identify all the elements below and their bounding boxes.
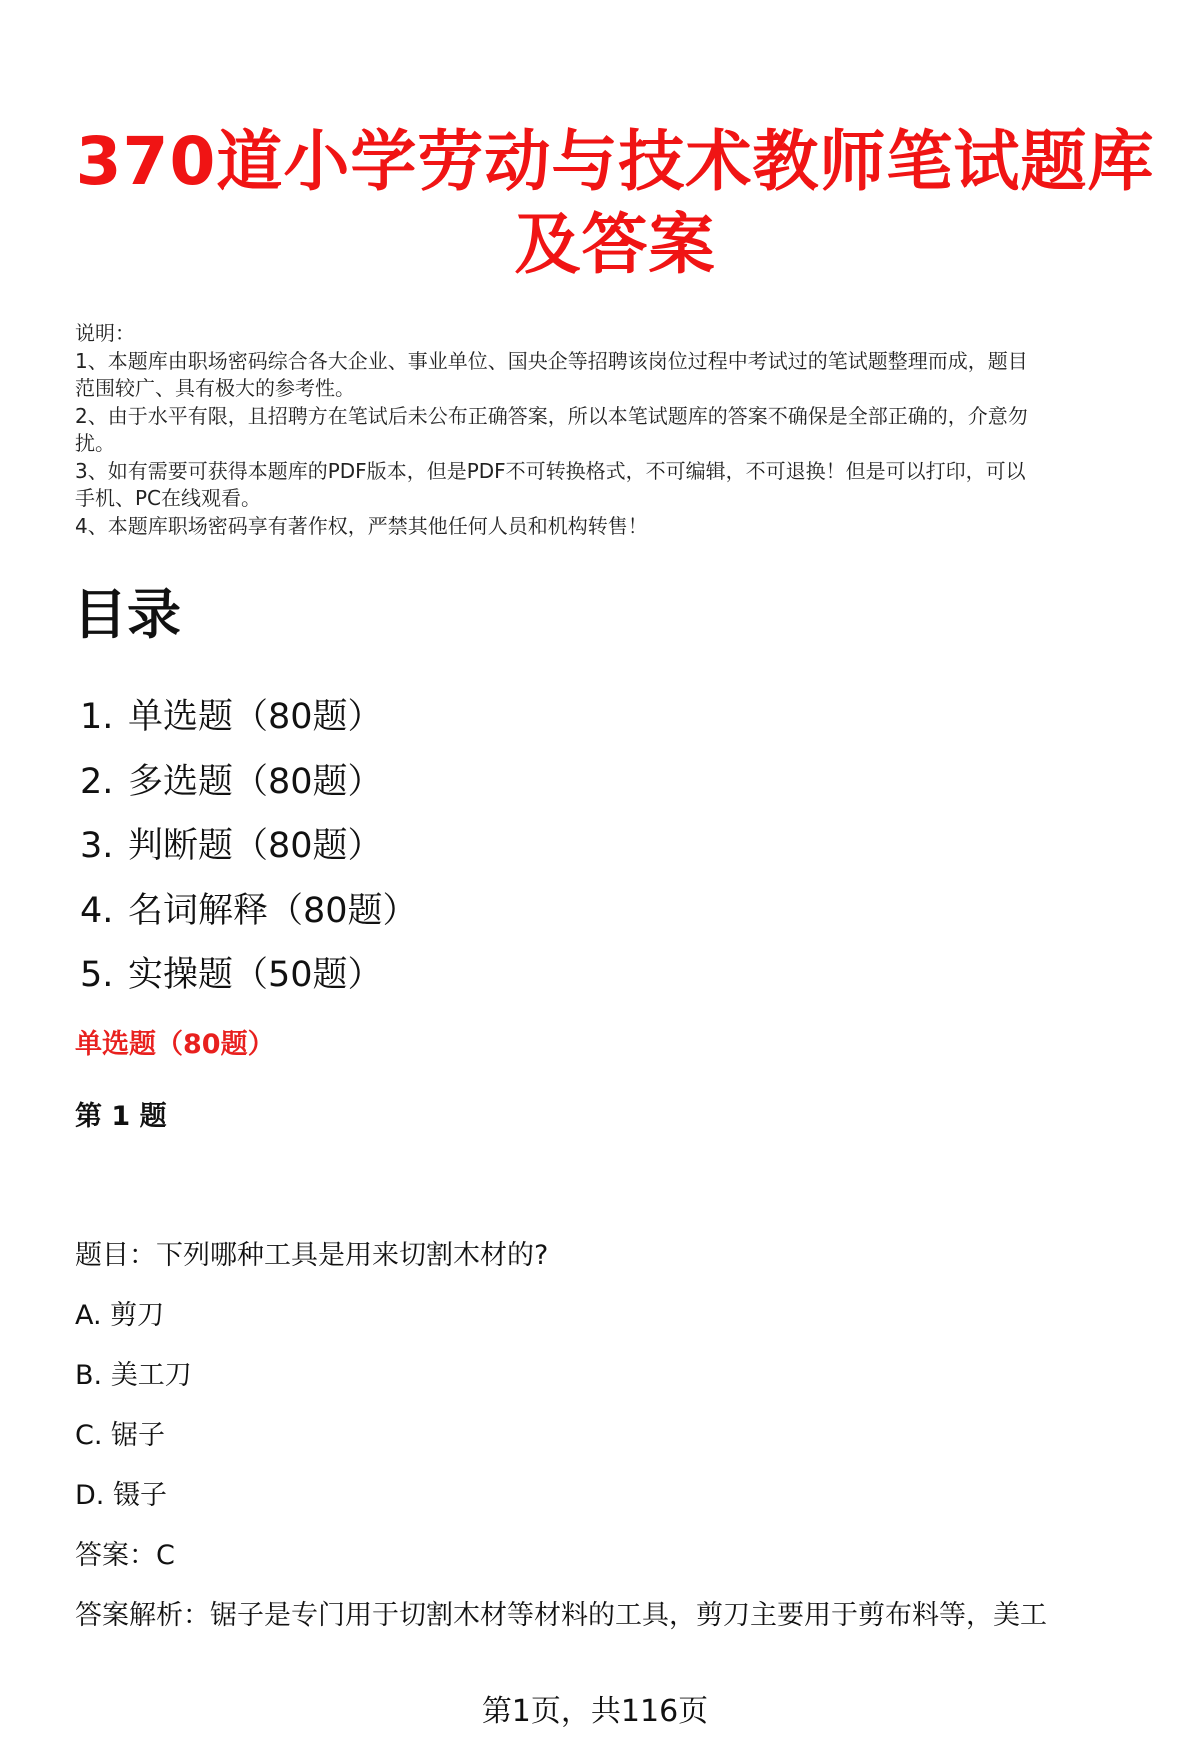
answer: 答案：C — [75, 1540, 175, 1571]
section-heading: 单选题（80题） — [75, 1029, 275, 1060]
option-a: A. 剪刀 — [75, 1300, 165, 1331]
question-body — [75, 1236, 1165, 1656]
option-c: C. 锯子 — [75, 1420, 166, 1451]
toc-item-multiple-choice[interactable] — [80, 750, 418, 815]
toc-item-label: 实操题（50题） — [128, 955, 383, 995]
toc-item-number: 5. — [80, 955, 114, 995]
question-prompt: 题目：下列哪种工具是用来切割木材的? — [75, 1240, 549, 1271]
page-number: 第1页，共116页 — [481, 1694, 709, 1729]
question-number: 第 1 题 — [75, 1101, 167, 1132]
notes-block — [75, 320, 1155, 540]
document-title-line-2: 及答案 — [514, 206, 716, 283]
toc-item-true-false[interactable] — [80, 814, 418, 879]
toc-item-number: 3. — [80, 826, 114, 866]
option-d: D. 镊子 — [75, 1480, 167, 1511]
toc-item-number: 2. — [80, 761, 114, 802]
notes-line: 手机、PC在线观看。 — [75, 486, 262, 510]
toc-item-label: 单选题（80题） — [128, 697, 383, 737]
toc-item-label: 判断题（80题） — [128, 826, 383, 866]
toc-item-term-explanation[interactable] — [80, 879, 418, 944]
notes-line: 3、如有需要可获得本题库的PDF版本，但是PDF不可转换格式，不可编辑，不可退换！但是可以打印，可以 — [75, 458, 1026, 483]
toc-item-practical[interactable] — [80, 943, 418, 1008]
notes-line: 扰。 — [75, 431, 115, 455]
toc-item-label: 多选题（80题） — [128, 761, 383, 802]
answer-explanation: 答案解析：锯子是专门用于切割木材等材料的工具，剪刀主要用于剪布料等，美工 — [75, 1600, 1047, 1631]
option-b: B. 美工刀 — [75, 1360, 192, 1391]
notes-line: 范围较广、具有极大的参考性。 — [75, 376, 355, 400]
toc-item-single-choice[interactable] — [80, 685, 418, 750]
toc-heading: 目录 — [73, 583, 181, 646]
document-title-line-1: 370道小学劳动与技术教师笔试题库 — [75, 123, 1155, 200]
notes-line: 4、本题库职场密码享有著作权，严禁其他任何人员和机构转售！ — [75, 513, 648, 538]
notes-label: 说明： — [75, 321, 135, 345]
toc-item-number: 1. — [80, 697, 114, 737]
notes-line: 1、本题库由职场密码综合各大企业、事业单位、国央企等招聘该岗位过程中考试过的笔试题整理而成，题目 — [75, 348, 1028, 373]
table-of-contents — [80, 685, 418, 1008]
toc-item-number: 4. — [80, 890, 114, 931]
notes-line: 2、由于水平有限，且招聘方在笔试后未公布正确答案，所以本笔试题库的答案不确保是全部正确的，介意勿 — [75, 403, 1028, 428]
toc-item-label: 名词解释（80题） — [128, 890, 418, 931]
